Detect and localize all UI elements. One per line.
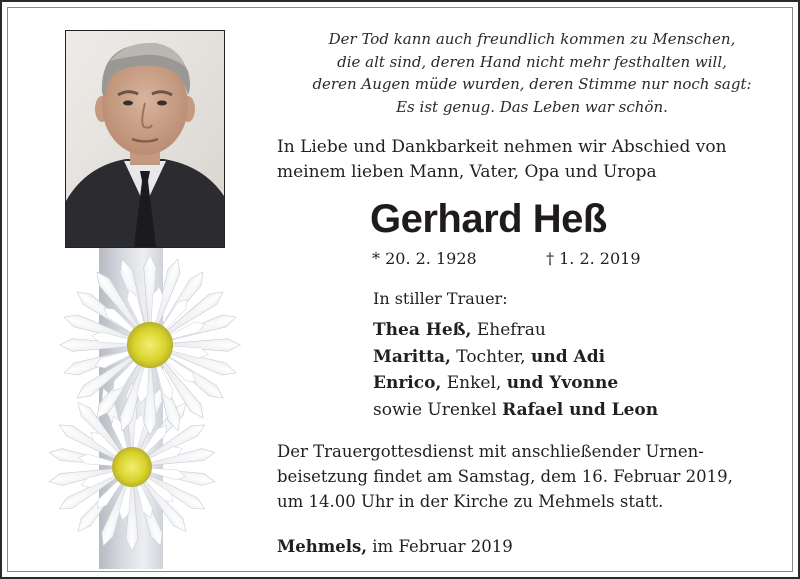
family-name: Maritta, — [373, 346, 451, 367]
mourning-label: In stiller Trauer: — [373, 289, 508, 308]
intro-line: In Liebe und Dankbarkeit nehmen wir Abschied von — [277, 137, 727, 157]
poem-line: deren Augen müde wurden, deren Stimme nur noch sagt: — [312, 75, 752, 93]
service-line: um 14.00 Uhr in der Kirche zu Mehmels statt. — [277, 492, 664, 511]
farewell-intro — [277, 135, 787, 185]
poem-line: die alt sind, deren Hand nicht mehr festhalten will, — [337, 52, 727, 71]
death-date: † 1. 2. 2019 — [546, 249, 641, 268]
dahlia-flowers-image — [32, 257, 262, 557]
memorial-poem — [272, 28, 792, 118]
service-line: beisetzung findet am Samstag, dem 16. Februar 2019, — [277, 467, 733, 486]
place-and-date — [277, 536, 513, 558]
family-name: Thea Heß, — [373, 320, 472, 340]
family-line — [373, 317, 658, 344]
family-line — [373, 397, 658, 424]
funeral-service-info — [277, 439, 792, 514]
poem-line: Der Tod kann auch freundlich kommen zu Menschen, — [328, 30, 736, 48]
poem-line: Es ist genug. Das Leben war schön. — [396, 97, 668, 116]
birth-date: * 20. 2. 1928 — [372, 249, 477, 268]
family-relation: Enkel, — [441, 373, 507, 393]
family-name: und Adi — [530, 346, 606, 367]
family-line — [373, 370, 658, 397]
family-name: und Yvonne — [506, 373, 619, 393]
intro-line: meinem lieben Mann, Vater, Opa und Uropa — [277, 162, 657, 182]
family-name: Enrico, — [373, 373, 442, 393]
closing-date: im Februar 2019 — [367, 537, 513, 556]
family-name: Rafael und Leon — [502, 399, 659, 420]
closing-place: Mehmels, — [277, 537, 368, 556]
family-relation: Tochter, — [450, 346, 531, 367]
deceased-name: Gerhard Heß — [370, 197, 607, 241]
family-relation: sowie Urenkel — [373, 399, 503, 420]
service-line: Der Trauergottesdienst mit anschließender Urnen- — [277, 442, 704, 461]
family-line — [373, 344, 658, 371]
family-relation: Ehefrau — [471, 320, 546, 340]
portrait-photo — [65, 30, 225, 248]
family-list — [373, 317, 658, 423]
